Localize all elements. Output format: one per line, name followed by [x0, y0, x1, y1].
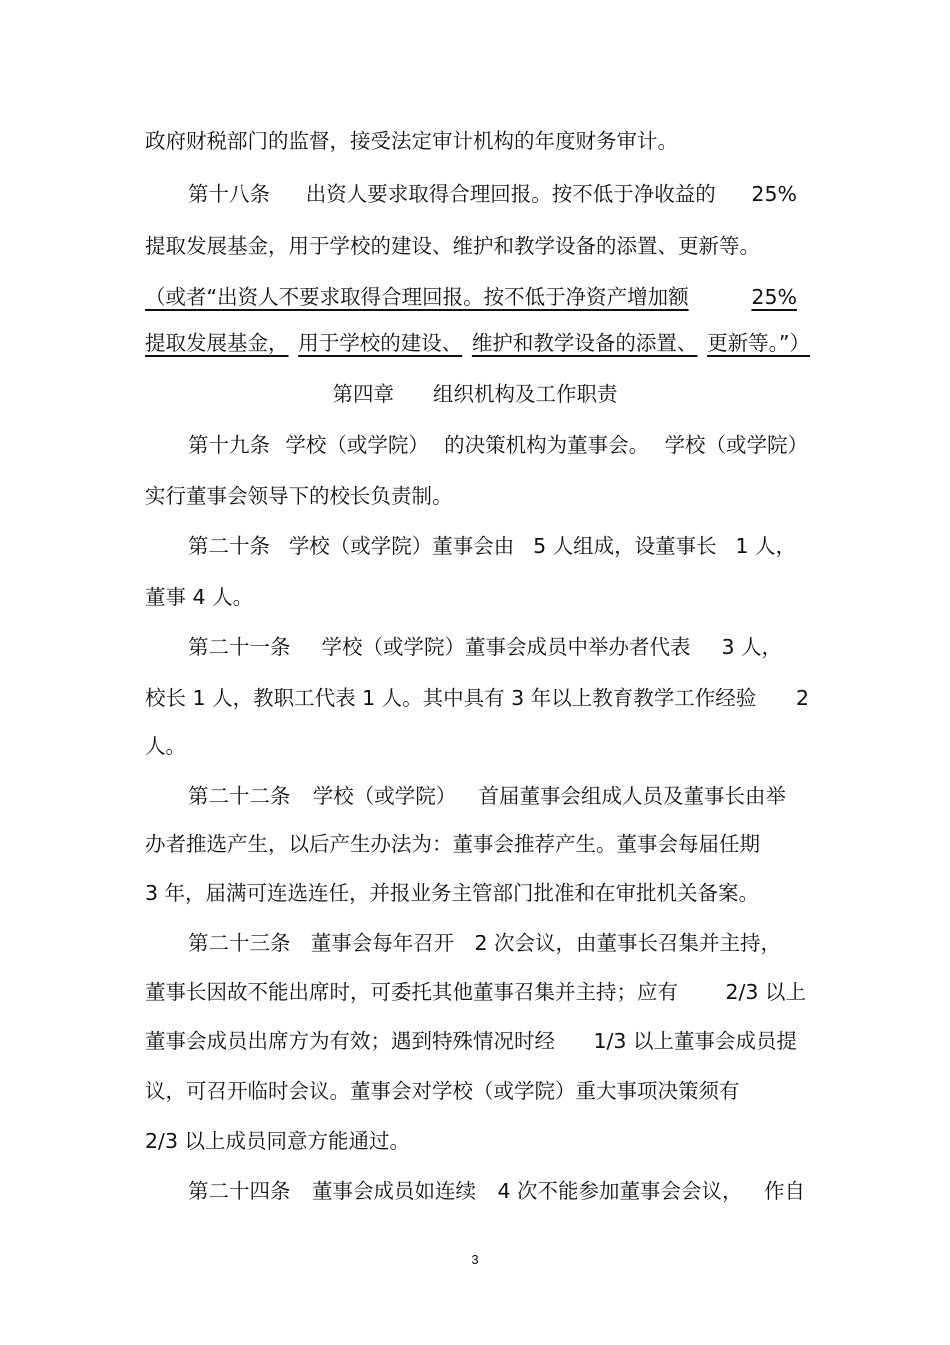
article-22-line-3: 3 年，届满可连选连任，并报业务主管部门批准和在审批机关备案。 [145, 881, 760, 905]
article-23-line-1: 第二十三条 董事会每年召开 2 次会议，由董事长召集并主持， [188, 931, 781, 955]
alternative-clause-line-1: （或者“出资人不要求取得合理回报。按不低于净资产增加额 25% [145, 285, 797, 309]
article-23-line-5: 2/3 以上成员同意方能通过。 [145, 1129, 411, 1153]
article-24-line-1: 第二十四条 董事会成员如连续 4 次不能参加董事会会议， 作自 [188, 1179, 805, 1203]
article-18-line-1: 第十八条 出资人要求取得合理回报。按不低于净收益的 25% [188, 182, 797, 206]
paragraph-line: 政府财税部门的监督，接受法定审计机构的年度财务审计。 [145, 129, 678, 153]
article-19-line-1: 第十九条 学校（或学院） 的决策机构为董事会。 学校（或学院） [188, 433, 808, 457]
alternative-clause-line-2: 提取发展基金， 用于学校的建设、 维护和教学设备的添置、 更新等。”） [145, 331, 810, 355]
article-19-line-2: 实行董事会领导下的校长负责制。 [145, 484, 453, 508]
chapter-heading: 第四章 组织机构及工作职责 [332, 382, 618, 406]
page-number: 3 [471, 1252, 479, 1267]
article-22-line-1: 第二十二条 学校（或学院） 首届董事会组成人员及董事长由举 [188, 784, 786, 808]
article-21-line-1: 第二十一条 学校（或学院）董事会成员中举办者代表 3 人， [188, 635, 782, 659]
article-23-line-4: 议，可召开临时会议。董事会对学校（或学院）重大事项决策须有 [145, 1079, 740, 1103]
article-21-line-2: 校长 1 人，教职工代表 1 人。其中具有 3 年以上教育教学工作经验 2 [145, 686, 809, 710]
article-20-line-2: 董事 4 人。 [145, 585, 254, 609]
article-23-line-3: 董事会成员出席方为有效；遇到特殊情况时经 1/3 以上董事会成员提 [145, 1029, 797, 1053]
article-18-line-2: 提取发展基金，用于学校的建设、维护和教学设备的添置、更新等。 [145, 234, 760, 258]
article-21-line-3: 人。 [145, 734, 186, 758]
article-20-line-1: 第二十条 学校（或学院）董事会由 5 人组成，设董事长 1 人， [188, 534, 796, 558]
article-22-line-2: 办者推选产生，以后产生办法为：董事会推荐产生。董事会每届任期 [145, 832, 760, 856]
article-23-line-2: 董事长因故不能出席时，可委托其他董事召集并主持；应有 2/3 以上 [145, 980, 806, 1004]
